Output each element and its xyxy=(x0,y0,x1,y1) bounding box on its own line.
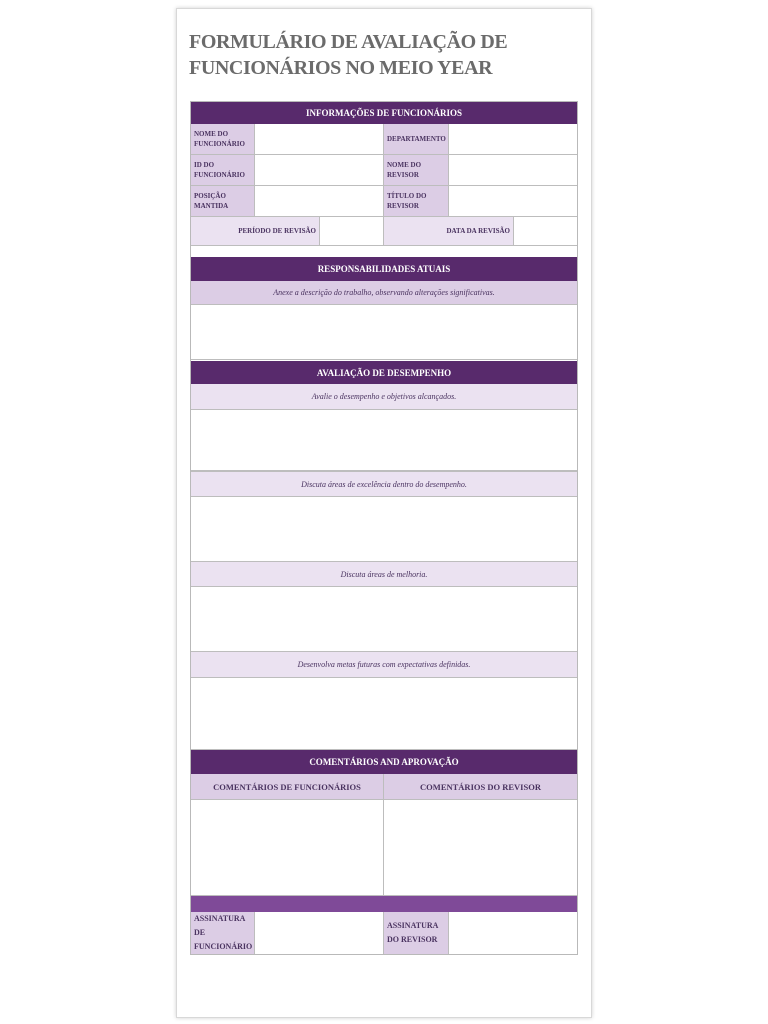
reviewer-comments-field[interactable] xyxy=(384,800,577,896)
reviewer-signature-label: ASSINATURA DO REVISOR xyxy=(384,912,449,954)
performance-field-3[interactable] xyxy=(191,587,577,652)
evaluation-form xyxy=(190,101,578,955)
performance-field-2[interactable] xyxy=(191,497,577,562)
employee-name-label: NOME DO FUNCIONÁRIO xyxy=(191,124,255,155)
reviewer-title-label: TÍTULO DO REVISOR xyxy=(384,186,449,217)
document-page xyxy=(176,8,592,1018)
comments-header: COMENTÁRIOS AND APROVAÇÃO xyxy=(191,750,577,774)
review-date-label: DATA DA REVISÃO xyxy=(384,217,514,246)
performance-header: AVALIAÇÃO DE DESEMPENHO xyxy=(191,361,577,384)
position-label: POSIÇÃO MANTIDA xyxy=(191,186,255,217)
performance-prompt-1: Avalie o desempenho e objetivos alcançados. xyxy=(191,384,577,410)
position-field[interactable] xyxy=(255,186,384,217)
employee-signature-field[interactable] xyxy=(255,912,384,954)
reviewer-title-field[interactable] xyxy=(449,186,577,217)
department-field[interactable] xyxy=(449,124,577,155)
employee-id-label: ID DO FUNCIONÁRIO xyxy=(191,155,255,186)
employee-name-field[interactable] xyxy=(255,124,384,155)
reviewer-signature-field[interactable] xyxy=(449,912,577,954)
performance-prompt-2: Discuta áreas de excelência dentro do desempenho. xyxy=(191,471,577,497)
employee-comments-label: COMENTÁRIOS DE FUNCIONÁRIOS xyxy=(191,774,384,800)
employee-comments-field[interactable] xyxy=(191,800,384,896)
review-period-field[interactable] xyxy=(320,217,384,246)
department-label: DEPARTAMENTO xyxy=(384,124,449,155)
review-period-label: PERÍODO DE REVISÃO xyxy=(191,217,320,246)
performance-prompt-4: Desenvolva metas futuras com expectativas definidas. xyxy=(191,652,577,678)
review-date-field[interactable] xyxy=(514,217,577,246)
responsibilities-field[interactable] xyxy=(191,305,577,360)
employee-id-field[interactable] xyxy=(255,155,384,186)
responsibilities-instruction: Anexe a descrição do trabalho, observando alterações significativas. xyxy=(191,281,577,305)
page-title: FORMULÁRIO DE AVALIAÇÃO DE FUNCIONÁRIOS NO MEIO YEAR xyxy=(189,31,508,79)
reviewer-name-label: NOME DO REVISOR xyxy=(384,155,449,186)
reviewer-comments-label: COMENTÁRIOS DO REVISOR xyxy=(384,774,577,800)
signature-divider xyxy=(191,896,577,912)
responsibilities-header: RESPONSABILIDADES ATUAIS xyxy=(191,257,577,281)
performance-prompt-3: Discuta áreas de melhoria. xyxy=(191,562,577,587)
reviewer-name-field[interactable] xyxy=(449,155,577,186)
performance-field-1[interactable] xyxy=(191,410,577,471)
employee-info-header: INFORMAÇÕES DE FUNCIONÁRIOS xyxy=(191,102,577,124)
employee-signature-label: ASSINATURA DE FUNCIONÁRIO xyxy=(191,912,255,954)
performance-field-4[interactable] xyxy=(191,678,577,750)
